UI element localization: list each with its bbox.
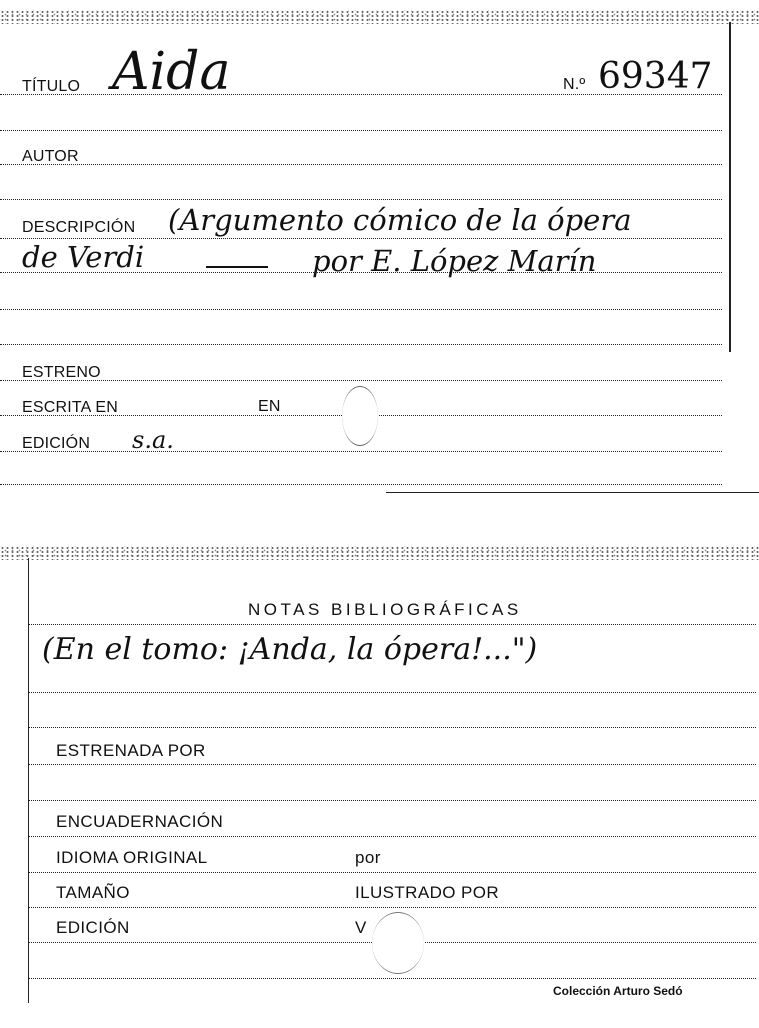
tamano-label: TAMAÑO xyxy=(56,883,130,902)
rule-line xyxy=(0,164,722,165)
rule-line xyxy=(28,800,756,801)
rule-line xyxy=(28,692,756,693)
punch-hole-mark xyxy=(342,386,378,446)
rule-line xyxy=(0,451,722,452)
notas-handwritten-text: (En el tomo: ¡Anda, la ópera!...") xyxy=(42,632,538,667)
autor-label: AUTOR xyxy=(22,148,79,165)
rule-line xyxy=(0,484,722,485)
rule-line xyxy=(0,344,722,345)
card-edge-top xyxy=(0,10,759,24)
numero-handwritten-value: 69347 xyxy=(598,56,713,97)
edicion-handwritten-value: s.a. xyxy=(132,426,174,454)
collection-credit: Colección Arturo Sedó xyxy=(553,984,683,998)
descripcion-handwritten-line-1: (Argumento cómico de la ópera xyxy=(168,203,632,237)
rule-line xyxy=(0,380,722,381)
rule-line xyxy=(28,727,756,728)
numero-label: N.º xyxy=(563,76,586,93)
catalog-card-top xyxy=(0,0,759,500)
rule-line xyxy=(28,872,756,873)
descripcion-handwritten-line-2b: por E. López Marín xyxy=(312,244,597,278)
rule-line xyxy=(0,130,722,131)
encuadernacion-label: ENCUADERNACIÓN xyxy=(56,812,224,831)
rule-line xyxy=(0,199,722,200)
descripcion-label: DESCRIPCIÓN xyxy=(22,219,136,236)
notas-bibliograficas-header: NOTAS BIBLIOGRÁFICAS xyxy=(248,600,522,619)
card-bottom-edge xyxy=(386,492,759,493)
en-label: EN xyxy=(258,398,281,415)
v-label: V xyxy=(355,918,367,937)
estreno-label: ESTRENO xyxy=(22,364,101,381)
handwritten-underline xyxy=(206,266,268,268)
escrita-en-label: ESCRITA EN xyxy=(22,399,118,416)
descripcion-handwritten-line-2a: de Verdi xyxy=(22,240,145,274)
punch-hole-mark xyxy=(372,912,424,974)
rule-line xyxy=(28,764,756,765)
rule-line xyxy=(28,978,756,979)
por-label: por xyxy=(355,848,381,867)
card-right-border xyxy=(729,22,731,352)
titulo-label: TÍTULO xyxy=(22,78,81,95)
estrenada-por-label: ESTRENADA POR xyxy=(56,741,206,760)
rule-line xyxy=(28,907,756,908)
edicion-label: EDICIÓN xyxy=(22,435,91,452)
ilustrado-por-label: ILUSTRADO POR xyxy=(355,883,500,902)
card-edge-top xyxy=(0,546,759,560)
titulo-handwritten-value: Aida xyxy=(112,42,231,102)
rule-line xyxy=(0,238,722,239)
rule-line xyxy=(0,309,722,310)
rule-line xyxy=(28,624,756,625)
catalog-card-bottom xyxy=(0,540,759,1028)
edicion-label: EDICIÓN xyxy=(56,918,130,937)
rule-line xyxy=(28,836,756,837)
idioma-original-label: IDIOMA ORIGINAL xyxy=(56,848,208,867)
